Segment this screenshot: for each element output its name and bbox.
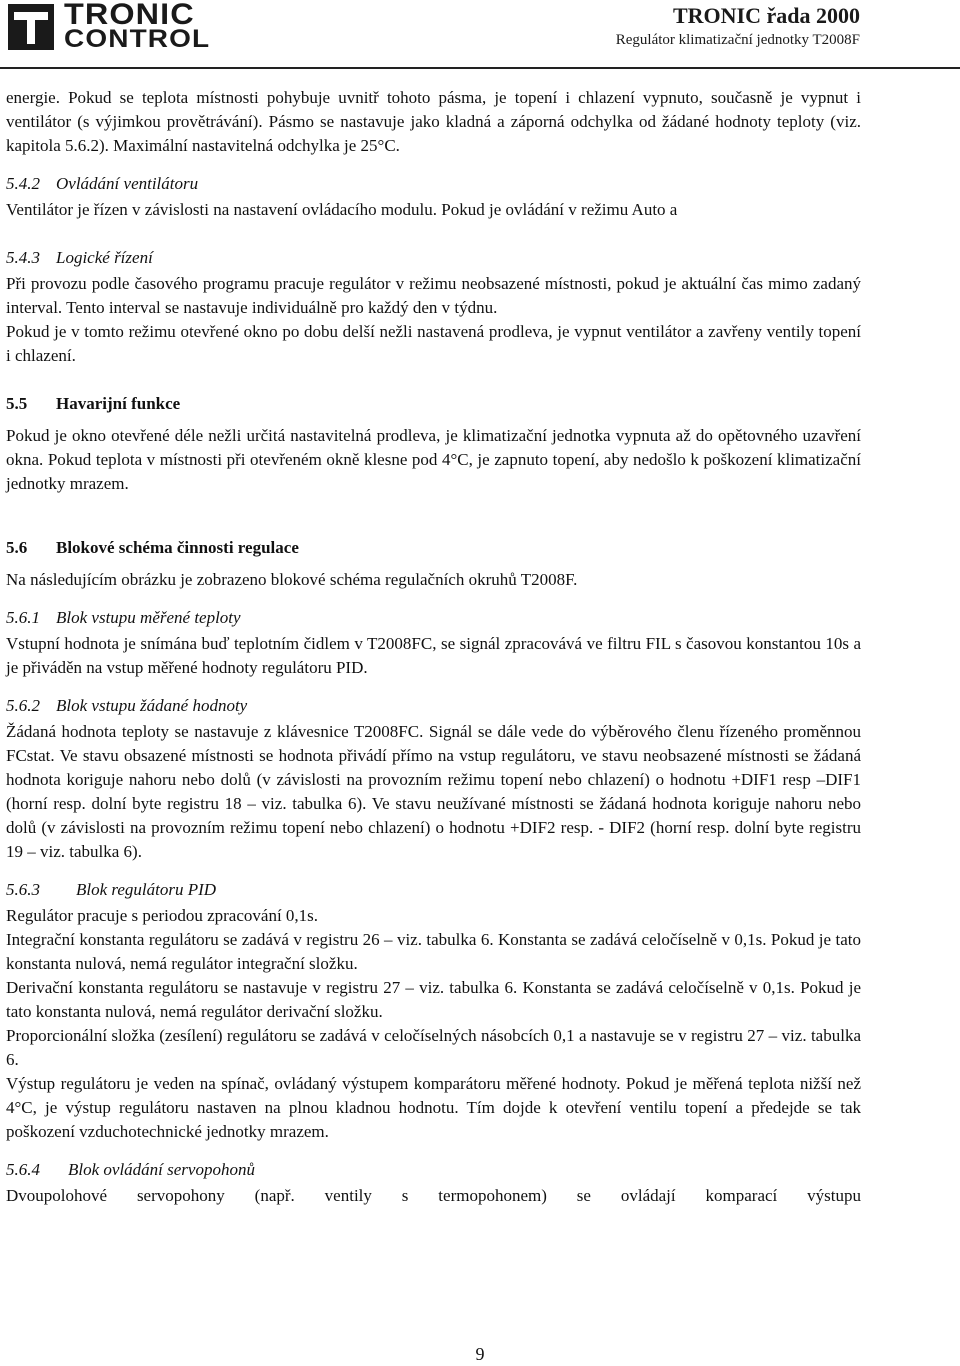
paragraph: Na následujícím obrázku je zobrazeno blokové schéma regulačních okruhů T2008F. bbox=[6, 570, 578, 589]
series-title: TRONIC řada 2000 bbox=[672, 3, 860, 28]
paragraph: energie. Pokud se teplota místnosti pohybuje uvnitř tohoto pásma, je topení i chlazení vypnuto, současně je vypnut i ventilátor (s výjimkou provětrávání). Pásmo se nastavuje jako kladná a záporná odchylka od žádané hodnoty teploty (viz. kapitola 5.6.2). Maximální nastavitelná odchylka je 25°C. bbox=[6, 88, 861, 155]
section-title: Havarijní funkce bbox=[56, 394, 181, 413]
section-number: 5.6.2 bbox=[6, 696, 40, 715]
header-titles bbox=[460, 3, 860, 51]
section-title: Blok vstupu žádané hodnoty bbox=[56, 696, 248, 715]
section-title: Blok vstupu měřené teploty bbox=[56, 608, 241, 627]
section-heading-5-4-3 bbox=[6, 246, 861, 270]
paragraph: Regulátor pracuje s periodou zpracování 0,1s. bbox=[6, 906, 319, 925]
section-heading-5-6-4 bbox=[6, 1158, 861, 1182]
paragraph: Proporcionální složka (zesílení) regulátoru se zadává v celočíselných násobcích 0,1 a nastavuje se v registru 27 – viz. tabulka 6. bbox=[6, 1026, 861, 1069]
paragraph: Integrační konstanta regulátoru se zadává v registru 26 – viz. tabulka 6. Konstanta se zadává celočíselně v 0,1s. Pokud je tato konstanta nulová, nemá regulátor integrační složku. bbox=[6, 930, 861, 973]
section-number: 5.6.3 bbox=[6, 880, 40, 899]
paragraph: Pokud je okno otevřené déle nežli určitá nastavitelná prodleva, je klimatizační jednotka vypnuta až do opětovného uzavření okna. Pokud teplota v místnosti při otevřeném okně klesne pod 4°C, je zapnuto topení, aby nedošlo k poškození klimatizační jednotky mrazem. bbox=[6, 426, 861, 493]
paragraph: Dvoupolohové servopohony (např. ventily s termopohonem) se ovládají komparací výstupu bbox=[6, 1186, 861, 1205]
section-number: 5.4.3 bbox=[6, 248, 40, 267]
section-title: Ovládání ventilátoru bbox=[56, 174, 199, 193]
section-title: Blokové schéma činnosti regulace bbox=[56, 538, 299, 557]
series-subtitle: Regulátor klimatizační jednotky T2008F bbox=[615, 32, 860, 48]
paragraph: Při provozu podle časového programu pracuje regulátor v režimu neobsazené místnosti, pokud je aktuální čas mimo zadaný interval. Tento interval se nastavuje individuálně pro každý den v týdnu. bbox=[6, 274, 861, 317]
section-heading-5-6 bbox=[6, 536, 861, 560]
document-body bbox=[6, 86, 861, 1208]
section-title: Logické řízení bbox=[56, 248, 153, 267]
paragraph: Výstup regulátoru je veden na spínač, ovládaný výstupem komparátoru měřené hodnoty. Pokud je měřená teplota nižší než 4°C, je výstup regulátoru nastaven na plnou kladnou hodnotu. Tím dojde k otevření ventilu topení a předejde se tak poškození vzduchotechnické jednotky mrazem. bbox=[6, 1074, 861, 1141]
section-title: Blok regulátoru PID bbox=[76, 880, 217, 899]
paragraph: Pokud je v tomto režimu otevřené okno po dobu delší nežli nastavená prodleva, je vypnut ventilátor a zavřeny ventily topení i chlazení. bbox=[6, 322, 861, 365]
section-heading-5-5 bbox=[6, 392, 861, 416]
section-number: 5.4.2 bbox=[6, 174, 40, 193]
logo-text-control: CONTROL bbox=[64, 25, 211, 53]
paragraph: Derivační konstanta regulátoru se nastavuje v registru 27 – viz. tabulka 6. Konstanta se zadává celočíselně v 0,1s. Pokud je tato konstanta nulová, nemá regulátor derivační složku. bbox=[6, 978, 861, 1021]
paragraph: Žádaná hodnota teploty se nastavuje z klávesnice T2008FC. Signál se dále vede do výběrového členu řízeného proměnnou FCstat. Ve stavu obsazené místnosti se hodnota přivádí přímo na vstup regulátoru, ve stavu neobsazené místnosti se žádaná hodnota koriguje nahoru nebo dolů (v závislosti na provozním režimu topení nebo chlazení) o hodnotu +DIF1 resp –DIF1 (horní resp. dolní byte registru 18 – viz. tabulka 6). Ve stavu neužívané místnosti se žádaná hodnota koriguje nahoru nebo dolů (v závislosti na provozním režimu topení nebo chlazení) o hodnotu +DIF2 resp. - DIF2 (horní resp. dolní byte registru 19 – viz. tabulka 6). bbox=[6, 722, 861, 861]
paragraph: Vstupní hodnota je snímána buď teplotním čidlem v T2008FC, se signál zpracovává ve filtru FIL s časovou konstantou 10s a je přiváděn na vstup měřené hodnoty regulátoru PID. bbox=[6, 634, 861, 677]
section-heading-5-6-1 bbox=[6, 606, 861, 630]
section-number: 5.6.1 bbox=[6, 608, 40, 627]
section-title: Blok ovládání servopohonů bbox=[68, 1160, 255, 1179]
header-divider bbox=[0, 67, 960, 69]
section-number: 5.6.4 bbox=[6, 1160, 40, 1179]
section-heading-5-4-2 bbox=[6, 172, 861, 196]
section-number: 5.6 bbox=[6, 538, 28, 557]
page-header bbox=[0, 0, 960, 70]
logo-text-tronic: TRONIC bbox=[64, 0, 195, 31]
page-number: 9 bbox=[475, 1344, 485, 1364]
section-heading-5-6-3 bbox=[6, 878, 861, 902]
section-heading-5-6-2 bbox=[6, 694, 861, 718]
section-number: 5.5 bbox=[6, 394, 28, 413]
paragraph: Ventilátor je řízen v závislosti na nastavení ovládacího modulu. Pokud je ovládání v režimu Auto a bbox=[6, 200, 678, 219]
logo-emblem-icon bbox=[6, 0, 62, 54]
tronic-control-logo bbox=[6, 0, 211, 54]
